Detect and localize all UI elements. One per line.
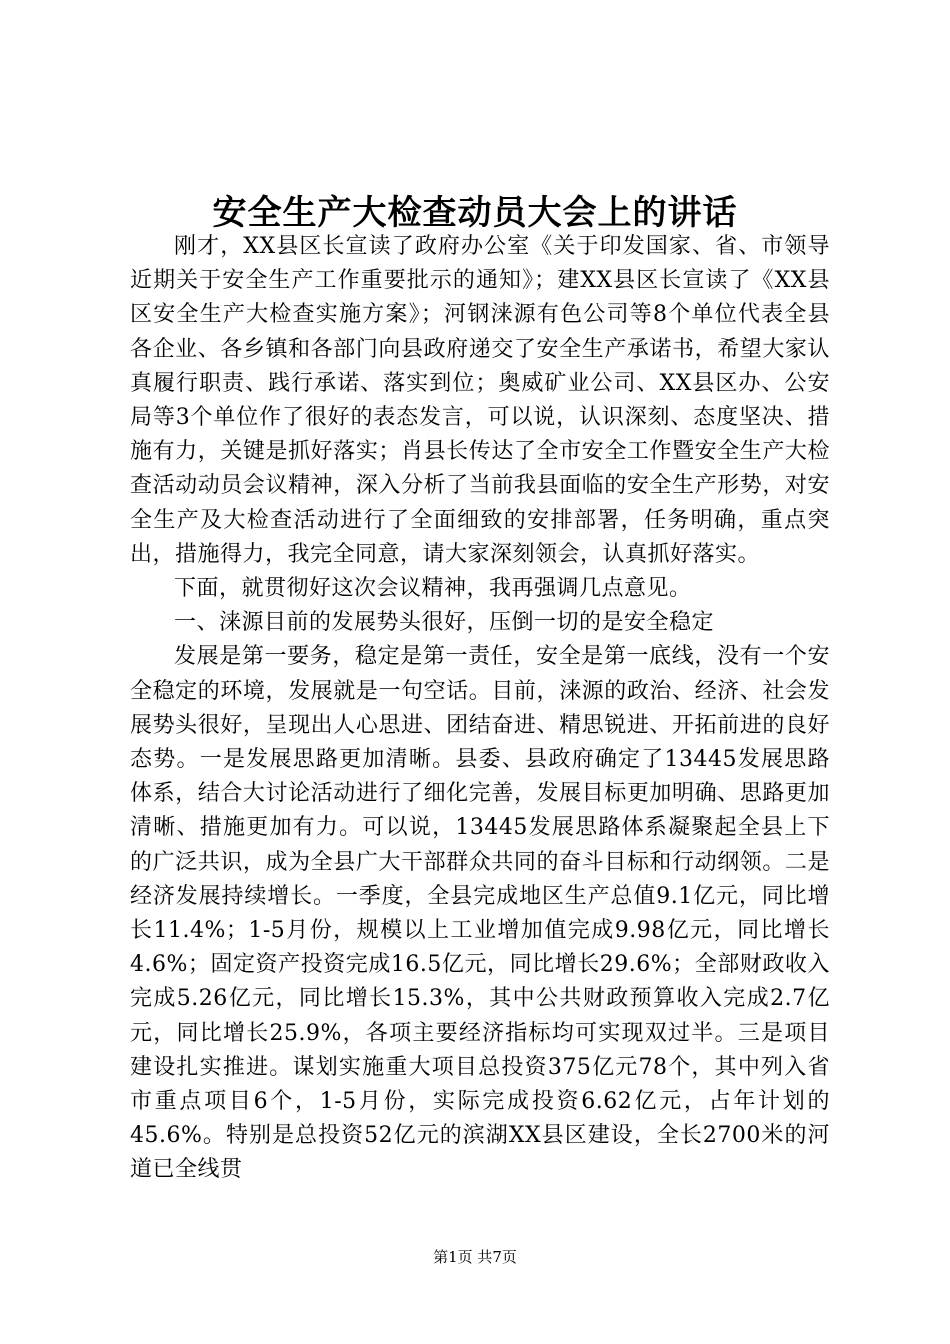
document-title: 安全生产大检查动员大会上的讲话	[212, 193, 738, 233]
page-number-footer: 第1页 共7页	[433, 1248, 517, 1266]
document-body	[130, 230, 830, 1188]
paragraph-opening: 刚才，XX县区长宣读了政府办公室《关于印发国家、省、市领导近期关于安全生产工作重要批示的通知》；建XX县区长宣读了《XX县区安全生产大检查实施方案》；河钢涞源有色公司等8个单位代表全县各企业、各乡镇和各部门向县政府递交了安全生产承诺书，希望大家认真履行职责、践行承诺、落实到位；奥威矿业公司、XX县区办、公安局等3个单位作了很好的表态发言，可以说，认识深刻、态度坚决、措施有力，关键是抓好落实；肖县长传达了全市安全工作暨安全生产大检查活动动员会议精神，深入分析了当前我县面临的安全生产形势，对安全生产及大检查活动进行了全面细致的安排部署，任务明确，重点突出，措施得力，我完全同意，请大家深刻领会，认真抓好落实。	[130, 234, 830, 567]
paragraph-development: 发展是第一要务，稳定是第一责任，安全是第一底线，没有一个安全稳定的环境，发展就是一句空话。目前，涞源的政治、经济、社会发展势头很好，呈现出人心思进、团结奋进、精思锐进、开拓前进的良好态势。一是发展思路更加清晰。县委、县政府确定了13445发展思路体系，结合大讨论活动进行了细化完善，发展目标更加明确、思路更加清晰、措施更加有力。可以说，13445发展思路体系凝聚起全县上下的广泛共识，成为全县广大干部群众共同的奋斗目标和行动纲领。二是经济发展持续增长。一季度，全县完成地区生产总值9.1亿元，同比增长11.4%；1-5月份，规模以上工业增加值完成9.98亿元，同比增长4.6%；固定资产投资完成16.5亿元，同比增长29.6%；全部财政收入完成5.26亿元，同比增长15.3%，其中公共财政预算收入完成2.7亿元，同比增长25.9%，各项主要经济指标均可实现双过半。三是项目建设扎实推进。谋划实施重大项目总投资375亿元78个，其中列入省市重点项目6个，1-5月份，实际完成投资6.62亿元，占年计划的45.6%。特别是总投资52亿元的滨湖XX县区建设，全长2700米的河道已全线贯	[130, 644, 830, 1183]
paragraph-transition: 下面，就贯彻好这次会议精神，我再强调几点意见。	[174, 576, 692, 602]
section-heading-1: 一、涞源目前的发展势头很好，压倒一切的是安全稳定	[174, 610, 715, 636]
